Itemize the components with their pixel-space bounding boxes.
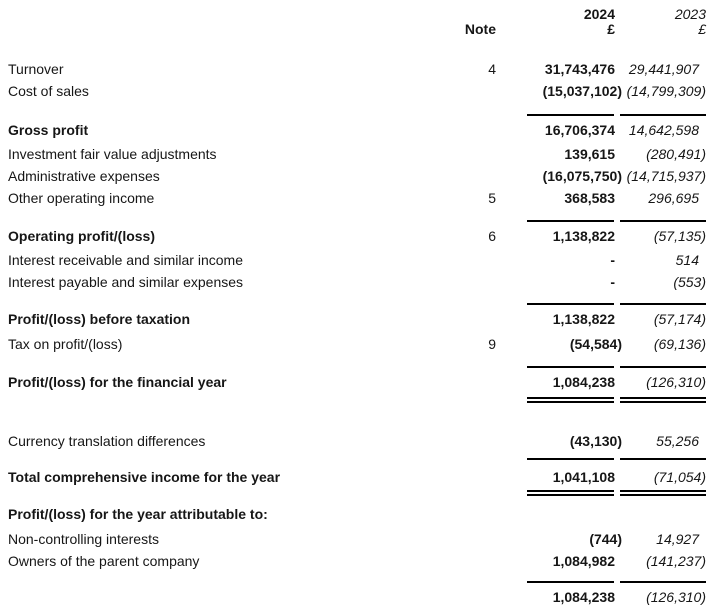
note-cell: 9: [488, 336, 496, 352]
single-rule-2024: [527, 366, 614, 368]
row-label: Cost of sales: [8, 83, 89, 99]
row-label: Currency translation differences: [8, 433, 206, 449]
row-label: Owners of the parent company: [8, 553, 200, 569]
value-2023: (69,136): [653, 336, 706, 352]
row-label: Total comprehensive income for the year: [8, 469, 281, 485]
value-2023: 14,642,598: [628, 122, 699, 138]
single-rule: [0, 303, 706, 305]
row-label: Interest payable and similar expenses: [8, 274, 244, 290]
value-2023: 55,256: [656, 433, 699, 449]
single-rule-2023: [620, 581, 706, 583]
value-2023: (126,310): [646, 589, 706, 605]
row-label: Administrative expenses: [8, 168, 160, 184]
double-rule-2023: [620, 490, 706, 496]
value-2024: 1,084,982: [552, 553, 615, 569]
section-heading: Profit/(loss) for the year attributable to:: [8, 506, 268, 522]
single-rule-2024: [527, 458, 614, 460]
single-rule-2023: [620, 303, 706, 305]
row-label: Gross profit: [8, 122, 89, 138]
value-2023: (14,799,309): [626, 83, 706, 99]
value-2023: (280,491): [646, 146, 706, 162]
value-2023: 14,927: [656, 531, 699, 547]
note-cell: 5: [488, 190, 496, 206]
column-header-year-2024: 2024: [583, 6, 615, 22]
single-rule: [0, 114, 706, 116]
value-2023: 514: [675, 252, 699, 268]
single-rule: [0, 220, 706, 222]
row-label: Profit/(loss) for the financial year: [8, 374, 227, 390]
value-2023: (553): [673, 274, 706, 290]
table-row-investment-fair-value: [0, 144, 706, 166]
value-2024: 1,084,238: [552, 374, 615, 390]
single-rule-2024: [527, 303, 614, 305]
double-rule: [0, 397, 706, 403]
value-2024: 1,041,108: [552, 469, 615, 485]
value-2023: (14,715,937): [626, 168, 706, 184]
row-label: Profit/(loss) before taxation: [8, 311, 191, 327]
row-label: Interest receivable and similar income: [8, 252, 243, 268]
header-unit-row: [0, 22, 706, 37]
table-row-currency-translation: [0, 431, 706, 453]
table-row-tax-on-profit: [0, 334, 706, 356]
row-label: Operating profit/(loss): [8, 228, 155, 244]
value-2024: 368,583: [564, 190, 615, 206]
single-rule-2023: [620, 114, 706, 116]
double-rule-2024: [527, 490, 614, 496]
value-2024: 139,615: [564, 146, 615, 162]
value-2023: (57,174): [653, 311, 706, 327]
table-row-attributable-heading: [0, 504, 706, 526]
table-row-owners-parent-company: [0, 551, 706, 573]
single-rule-2024: [527, 581, 614, 583]
value-2024: 31,743,476: [544, 61, 615, 77]
table-row-profit-before-taxation: [0, 309, 706, 331]
value-2024: (16,075,750): [542, 168, 622, 184]
row-label: Turnover: [8, 61, 64, 77]
table-row-interest-receivable: [0, 250, 706, 272]
value-2024: 1,084,238: [552, 589, 615, 605]
double-rule-2024: [527, 397, 614, 403]
table-row-other-operating-income: [0, 188, 706, 210]
row-label: Non-controlling interests: [8, 531, 159, 547]
table-row-profit-financial-year: [0, 372, 706, 394]
table-row-turnover: [0, 59, 706, 81]
value-2024: 1,138,822: [552, 311, 615, 327]
value-2023: 296,695: [648, 190, 699, 206]
value-2023: (141,237): [646, 553, 706, 569]
column-header-note: Note: [464, 21, 496, 37]
table-row-cost-of-sales: [0, 81, 706, 103]
value-2023: (71,054): [653, 469, 706, 485]
value-2024: -: [610, 252, 615, 268]
table-row-administrative-expenses: [0, 166, 706, 188]
value-2024: -: [610, 274, 615, 290]
value-2024: 1,138,822: [552, 228, 615, 244]
single-rule-2024: [527, 114, 614, 116]
single-rule-2023: [620, 220, 706, 222]
row-label: Investment fair value adjustments: [8, 146, 217, 162]
double-rule-2023: [620, 397, 706, 403]
column-header-currency-2024: £: [607, 21, 615, 37]
single-rule: [0, 458, 706, 460]
table-header: [0, 0, 706, 37]
column-header-currency-2023: £: [698, 21, 706, 37]
value-2023: 29,441,907: [628, 61, 699, 77]
single-rule: [0, 366, 706, 368]
note-cell: 4: [488, 61, 496, 77]
value-2024: (54,584): [569, 336, 622, 352]
single-rule-2023: [620, 458, 706, 460]
table-row-gross-profit: [0, 120, 706, 142]
table-row-operating-profit: [0, 226, 706, 248]
value-2023: (126,310): [646, 374, 706, 390]
table-row-non-controlling-interests: [0, 529, 706, 551]
value-2024: (43,130): [569, 433, 622, 449]
double-rule: [0, 490, 706, 496]
header-year-row: [0, 7, 706, 22]
single-rule: [0, 581, 706, 583]
column-header-year-2023: 2023: [674, 6, 706, 22]
single-rule-2023: [620, 366, 706, 368]
row-label: Tax on profit/(loss): [8, 336, 123, 352]
value-2023: (57,135): [653, 228, 706, 244]
value-2024: 16,706,374: [544, 122, 615, 138]
value-2024: (15,037,102): [542, 83, 622, 99]
row-label: Other operating income: [8, 190, 155, 206]
table-row-interest-payable: [0, 272, 706, 294]
table-row-total-comprehensive-income: [0, 467, 706, 489]
value-2024: (744): [589, 531, 622, 547]
single-rule-2024: [527, 220, 614, 222]
table-row-attributable-total: [0, 587, 706, 609]
note-cell: 6: [488, 228, 496, 244]
